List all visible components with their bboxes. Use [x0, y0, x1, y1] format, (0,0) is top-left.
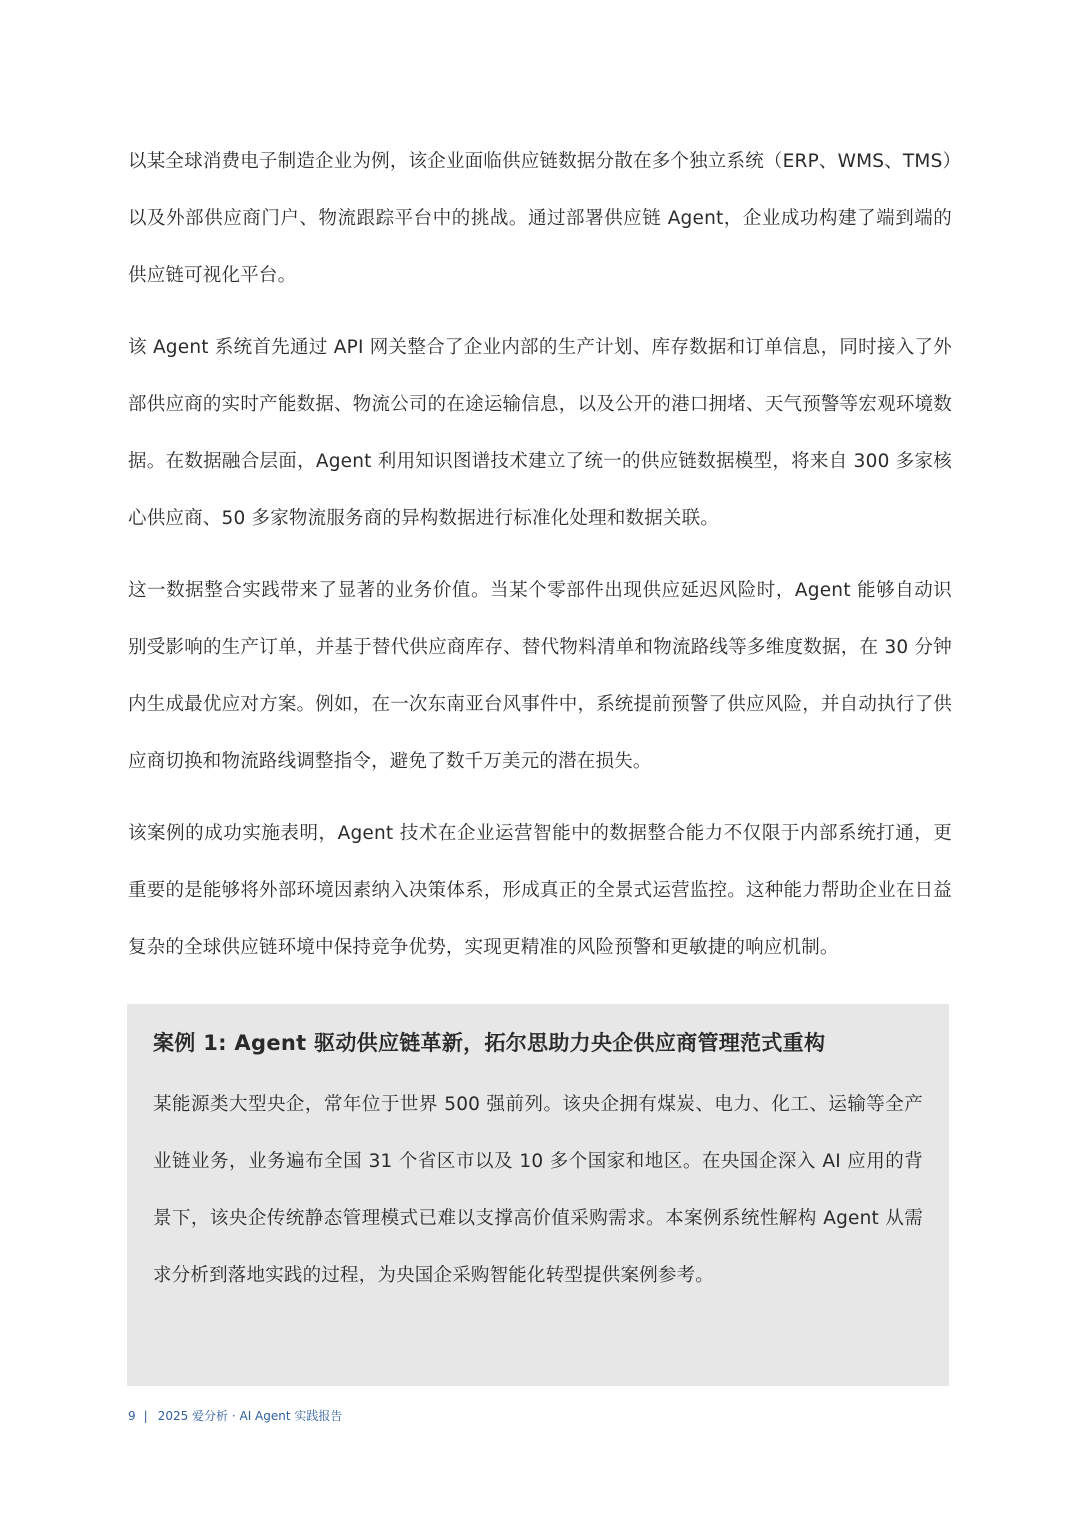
page-footer	[128, 1407, 342, 1424]
case-study-box	[127, 1004, 949, 1386]
case-study-title: 案例 1: Agent 驱动供应链革新，拓尔思助力央企供应商管理范式重构	[153, 1031, 826, 1055]
paragraph-2: 该 Agent 系统首先通过 API 网关整合了企业内部的生产计划、库存数据和订单信息，同时接入了外部供应商的实时产能数据、物流公司的在途运输信息，以及公开的港口拥堵、天气预警等宏观环境数据。在数据融合层面，Agent 利用知识图谱技术建立了统一的供应链数据模型，将来自 300 多家核心供应商、50 多家物流服务商的异构数据进行标准化处理和数据关联。	[128, 337, 952, 529]
paragraph-4: 该案例的成功实施表明，Agent 技术在企业运营智能中的数据整合能力不仅限于内部系统打通，更重要的是能够将外部环境因素纳入决策体系，形成真正的全景式运营监控。这种能力帮助企业在日益复杂的全球供应链环境中保持竞争优势，实现更精准的风险预警和更敏捷的响应机制。	[128, 823, 952, 958]
page-number: 9	[128, 1409, 136, 1423]
case-study-text: 某能源类大型央企，常年位于世界 500 强前列。该央企拥有煤炭、电力、化工、运输等全产业链业务，业务遍布全国 31 个省区市以及 10 多个国家和地区。在央国企深入 AI 应用的背景下，该央企传统静态管理模式已难以支撑高价值采购需求。本案例系统性解构 Agent 从需求分析到落地实践的过程，为央国企采购智能化转型提供案例参考。	[153, 1094, 923, 1286]
footer-separator: |	[143, 1409, 148, 1423]
body-text	[128, 133, 952, 991]
paragraph-1: 以某全球消费电子制造企业为例，该企业面临供应链数据分散在多个独立系统（ERP、WMS、TMS）以及外部供应商门户、物流跟踪平台中的挑战。通过部署供应链 Agent，企业成功构建了端到端的供应链可视化平台。	[128, 151, 952, 286]
report-title: 2025 爱分析 · AI Agent 实践报告	[157, 1409, 343, 1423]
paragraph-3: 这一数据整合实践带来了显著的业务价值。当某个零部件出现供应延迟风险时，Agent 能够自动识别受影响的生产订单，并基于替代供应商库存、替代物料清单和物流路线等多维度数据，在 30 分钟内生成最优应对方案。例如，在一次东南亚台风事件中，系统提前预警了供应风险，并自动执行了供应商切换和物流路线调整指令，避免了数千万美元的潜在损失。	[128, 580, 952, 772]
